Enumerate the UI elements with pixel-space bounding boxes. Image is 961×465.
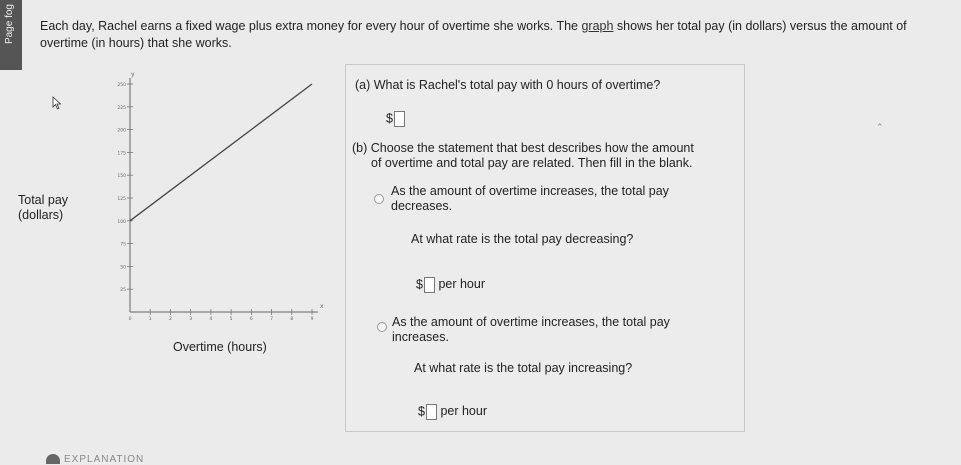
y-tick-label: 50 xyxy=(120,265,126,271)
part-a-answer-input[interactable] xyxy=(394,111,405,127)
part-a-currency: $ xyxy=(386,111,393,126)
y-tick-label: 150 xyxy=(117,174,126,180)
increasing-rate-input[interactable] xyxy=(426,404,437,420)
chart-layer xyxy=(117,71,324,322)
y-tick-label: 125 xyxy=(117,197,126,202)
x-tick-label: 5 xyxy=(229,317,233,322)
y-tick-label: 175 xyxy=(117,151,126,157)
decreasing-rate-question: At what rate is the total pay decreasing? xyxy=(411,232,634,246)
problem-text-1: Each day, Rachel earns a fixed wage plus extra money for every hour of overtime she works. The xyxy=(40,19,582,33)
y-tick-label: 75 xyxy=(120,242,126,248)
x-tick-label: 3 xyxy=(189,317,193,322)
decreasing-rate-input[interactable] xyxy=(424,277,435,293)
y-tick-label: 100 xyxy=(117,219,126,225)
increasing-rate-answer xyxy=(418,403,487,420)
increasing-rate-currency: $ xyxy=(418,404,425,419)
y-tick-label: 200 xyxy=(117,128,126,134)
y-tick-label: 250 xyxy=(117,83,126,88)
x-tick-label: 4 xyxy=(209,317,213,322)
option-increases-line2: increases. xyxy=(392,330,449,344)
option-decreases-line1: As the amount of overtime increases, the total pay xyxy=(391,184,669,198)
option-increases-line1: As the amount of overtime increases, the total pay xyxy=(392,315,670,329)
answer-panel xyxy=(345,64,745,432)
x-axis-letter: x xyxy=(320,303,324,310)
y-tick-label: 225 xyxy=(117,105,126,111)
part-b-question-line2: of overtime and total pay are related. Then fill in the blank. xyxy=(371,156,693,170)
stray-mark: ⌃ xyxy=(876,122,884,132)
decreasing-rate-unit: per hour xyxy=(438,277,485,291)
x-tick-label: 9 xyxy=(310,317,314,322)
x-tick-label: 2 xyxy=(169,317,172,322)
option-increases-radio[interactable] xyxy=(377,322,387,332)
part-a-answer xyxy=(386,110,405,127)
x-tick-label: 0 xyxy=(128,317,132,322)
x-tick-label: 6 xyxy=(249,317,253,322)
explanation-button[interactable]: EXPLANATION xyxy=(64,454,145,465)
explanation-icon[interactable] xyxy=(46,454,60,464)
x-tick-label: 8 xyxy=(290,317,294,322)
decreasing-rate-answer xyxy=(416,276,485,293)
part-b-question-line1: (b) Choose the statement that best describes how the amount xyxy=(352,141,694,155)
increasing-rate-question: At what rate is the total pay increasing? xyxy=(414,361,633,375)
y-axis-letter: y xyxy=(131,71,135,78)
option-decreases-line2: decreases. xyxy=(391,199,453,213)
y-axis-label-line2: (dollars) xyxy=(18,208,64,222)
problem-text-2: shows her total pay (in dollars) versus the amount of overtime (in hours) that she works. xyxy=(40,19,907,50)
option-decreases-radio[interactable] xyxy=(374,194,384,204)
y-axis-label-line1: Total pay xyxy=(18,193,69,207)
x-axis-label: Overtime (hours) xyxy=(173,340,267,354)
x-tick-label: 7 xyxy=(270,317,273,322)
side-tab-label: Page fog xyxy=(4,4,15,45)
graph-link[interactable]: graph xyxy=(581,19,614,33)
series-line-0 xyxy=(130,84,312,221)
y-tick-label: 25 xyxy=(120,288,126,294)
increasing-rate-unit: per hour xyxy=(440,404,487,418)
decreasing-rate-currency: $ xyxy=(416,277,423,292)
part-a-question: (a) What is Rachel's total pay with 0 hours of overtime? xyxy=(355,78,661,92)
x-tick-label: 1 xyxy=(148,317,152,322)
